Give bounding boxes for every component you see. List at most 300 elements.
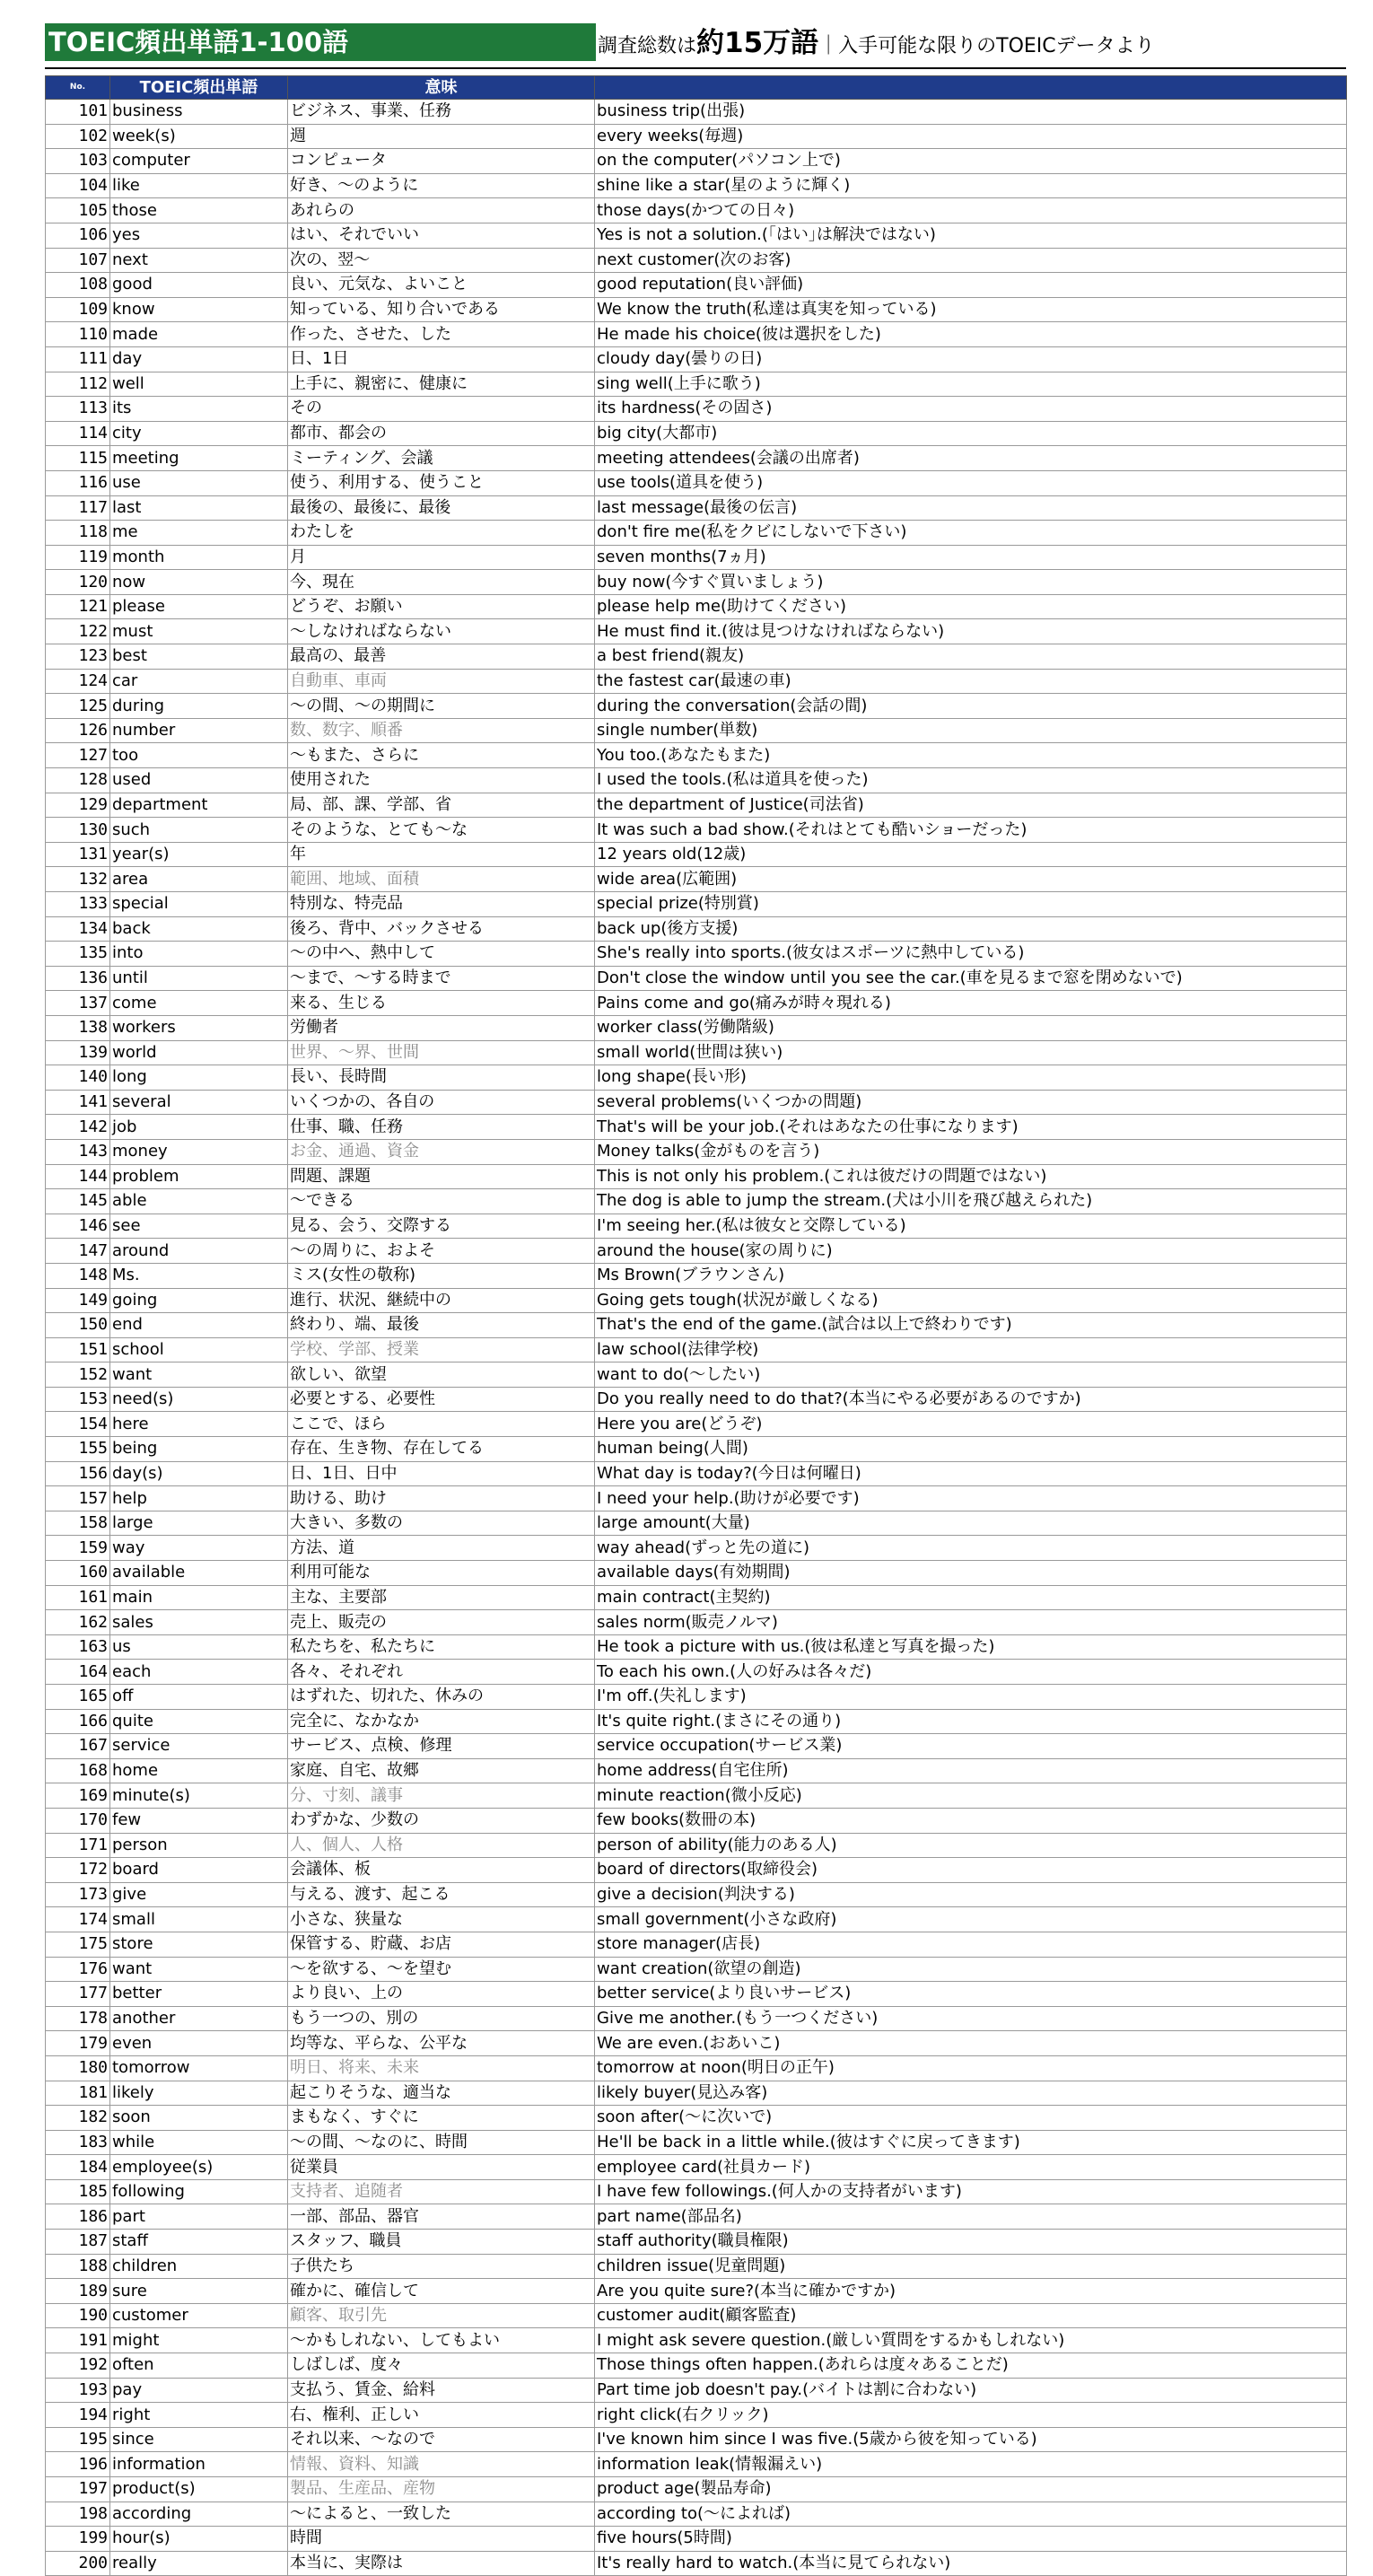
row-example: please help me(助けてください) (595, 594, 1347, 619)
row-meaning: 都市、都会の (288, 421, 595, 446)
row-example: Part time job doesn't pay.(バイトは割に合わない) (595, 2378, 1347, 2403)
row-meaning: 売上、販売の (288, 1610, 595, 1635)
row-word: being (110, 1437, 288, 1462)
row-word: large (110, 1511, 288, 1536)
row-word: few (110, 1808, 288, 1833)
row-word: well (110, 372, 288, 397)
row-example: on the computer(パソコン上で) (595, 149, 1347, 174)
row-example: We know the truth(私達は真実を知っている) (595, 297, 1347, 322)
table-row (46, 644, 1347, 670)
row-example: law school(法律学校) (595, 1337, 1347, 1362)
table-row (46, 421, 1347, 446)
row-example: Yes is not a solution.(｢はい｣は解決ではない) (595, 223, 1347, 248)
column-header-example (595, 76, 1347, 100)
row-number: 115 (46, 446, 110, 471)
row-number: 116 (46, 470, 110, 495)
row-word: area (110, 867, 288, 892)
row-number: 122 (46, 619, 110, 644)
table-row (46, 1090, 1347, 1115)
row-word: staff (110, 2230, 288, 2255)
row-example: its hardness(その固さ) (595, 397, 1347, 422)
row-example: He'll be back in a little while.(彼はすぐに戻ってきます) (595, 2130, 1347, 2155)
row-word: end (110, 1313, 288, 1338)
row-number: 143 (46, 1139, 110, 1164)
row-number: 136 (46, 966, 110, 991)
row-example: cloudy day(曇りの日) (595, 346, 1347, 372)
row-word: Ms. (110, 1263, 288, 1288)
row-meaning: 学校、学部、授業 (288, 1337, 595, 1362)
table-row (46, 1437, 1347, 1462)
row-example: during the conversation(会話の間) (595, 694, 1347, 719)
table-row (46, 1709, 1347, 1734)
row-number: 102 (46, 124, 110, 149)
table-row (46, 397, 1347, 422)
row-word: city (110, 421, 288, 446)
row-example: We are even.(おあいこ) (595, 2031, 1347, 2056)
row-number: 101 (46, 100, 110, 125)
row-example: several problems(いくつかの問題) (595, 1090, 1347, 1115)
row-word: its (110, 397, 288, 422)
header-divider (45, 67, 1346, 69)
row-number: 130 (46, 818, 110, 843)
row-meaning: 会議体、板 (288, 1858, 595, 1883)
row-word: hour(s) (110, 2527, 288, 2552)
row-meaning: 明日、将来、未来 (288, 2055, 595, 2081)
row-number: 170 (46, 1808, 110, 1833)
row-word: tomorrow (110, 2055, 288, 2081)
row-word: long (110, 1065, 288, 1091)
table-row (46, 2204, 1347, 2230)
row-word: made (110, 322, 288, 347)
row-word: off (110, 1685, 288, 1710)
row-example: special prize(特別賞) (595, 892, 1347, 917)
row-meaning: 主な、主要部 (288, 1585, 595, 1610)
table-row (46, 2378, 1347, 2403)
row-meaning: 完全に、なかなか (288, 1709, 595, 1734)
row-number: 177 (46, 1982, 110, 2007)
row-meaning: 人、個人、人格 (288, 1833, 595, 1858)
row-number: 119 (46, 545, 110, 570)
row-word: meeting (110, 446, 288, 471)
row-number: 180 (46, 2055, 110, 2081)
row-example: It's really hard to watch.(本当に見てられない) (595, 2551, 1347, 2576)
row-word: into (110, 942, 288, 967)
row-word: able (110, 1189, 288, 1214)
row-word: car (110, 669, 288, 694)
row-word: even (110, 2031, 288, 2056)
row-meaning: わたしを (288, 521, 595, 546)
row-number: 188 (46, 2254, 110, 2279)
row-example: want to do(～したい) (595, 1362, 1347, 1388)
row-word: day (110, 346, 288, 372)
row-example: right click(右クリック) (595, 2403, 1347, 2428)
row-word: best (110, 644, 288, 670)
row-word: quite (110, 1709, 288, 1734)
table-row (46, 1337, 1347, 1362)
subtitle-prefix: 調査総数は (598, 35, 697, 57)
table-row (46, 346, 1347, 372)
row-meaning: 見る、会う、交際する (288, 1214, 595, 1239)
table-row (46, 1486, 1347, 1511)
table-row (46, 1634, 1347, 1660)
row-number: 148 (46, 1263, 110, 1288)
row-meaning: 知っている、知り合いである (288, 297, 595, 322)
row-meaning: 日、1日 (288, 346, 595, 372)
table-row (46, 1982, 1347, 2007)
table-header-row (46, 76, 1347, 100)
row-number: 117 (46, 495, 110, 521)
row-example: product age(製品寿命) (595, 2477, 1347, 2502)
row-meaning: 子供たち (288, 2254, 595, 2279)
row-example: small world(世間は狭い) (595, 1040, 1347, 1065)
row-word: such (110, 818, 288, 843)
row-number: 184 (46, 2155, 110, 2180)
row-example: He took a picture with us.(彼は私達と写真を撮った) (595, 1634, 1347, 1660)
row-word: special (110, 892, 288, 917)
table-row (46, 2230, 1347, 2255)
row-word: next (110, 248, 288, 273)
page-title: TOEIC頻出単語1-100語 (45, 23, 596, 61)
row-number: 192 (46, 2353, 110, 2379)
table-row (46, 322, 1347, 347)
table-body (46, 100, 1347, 2576)
row-meaning: 確かに、確信して (288, 2279, 595, 2304)
row-example: I have few followings.(何人かの支持者がいます) (595, 2179, 1347, 2204)
row-meaning: 月 (288, 545, 595, 570)
row-meaning: ～の中へ、熱中して (288, 942, 595, 967)
row-example: single number(単数) (595, 718, 1347, 743)
row-number: 189 (46, 2279, 110, 2304)
row-meaning: 均等な、平らな、公平な (288, 2031, 595, 2056)
row-word: part (110, 2204, 288, 2230)
subtitle-suffix: ｜入手可能な限りのTOEICデータより (818, 35, 1155, 57)
row-number: 181 (46, 2081, 110, 2106)
table-row (46, 1660, 1347, 1685)
row-meaning: 好き、～のように (288, 173, 595, 198)
row-number: 154 (46, 1412, 110, 1437)
row-meaning: 大きい、多数の (288, 1511, 595, 1536)
row-meaning: 顧客、取引先 (288, 2303, 595, 2328)
row-example: The dog is able to jump the stream.(犬は小川を飛び越えられた) (595, 1189, 1347, 1214)
row-example: want creation(欲望の創造) (595, 1957, 1347, 1982)
row-number: 138 (46, 1015, 110, 1040)
row-number: 131 (46, 842, 110, 867)
row-example: use tools(道具を使う) (595, 470, 1347, 495)
row-number: 114 (46, 421, 110, 446)
table-row (46, 2303, 1347, 2328)
row-word: sales (110, 1610, 288, 1635)
page-subtitle (598, 25, 1155, 65)
row-example: board of directors(取締役会) (595, 1858, 1347, 1883)
table-row (46, 1288, 1347, 1313)
vocabulary-table (45, 75, 1347, 2576)
page-header (45, 20, 1346, 66)
row-example: store manager(店長) (595, 1932, 1347, 1957)
row-example: better service(より良いサービス) (595, 1982, 1347, 2007)
row-word: please (110, 594, 288, 619)
row-meaning: 日、1日、日中 (288, 1461, 595, 1486)
table-row (46, 1115, 1347, 1140)
row-number: 142 (46, 1115, 110, 1140)
row-example: person of ability(能力のある人) (595, 1833, 1347, 1858)
row-word: while (110, 2130, 288, 2155)
row-meaning: その (288, 397, 595, 422)
table-row (46, 100, 1347, 125)
row-meaning: それ以来、～なので (288, 2427, 595, 2452)
row-example: likely buyer(見込み客) (595, 2081, 1347, 2106)
row-example: I'm off.(失礼します) (595, 1685, 1347, 1710)
row-example: He made his choice(彼は選択をした) (595, 322, 1347, 347)
row-number: 198 (46, 2502, 110, 2527)
row-number: 169 (46, 1783, 110, 1809)
row-meaning: ～を欲する、～を望む (288, 1957, 595, 1982)
table-row (46, 1734, 1347, 1759)
table-row (46, 297, 1347, 322)
row-meaning: 時間 (288, 2527, 595, 2552)
row-word: world (110, 1040, 288, 1065)
row-word: employee(s) (110, 2155, 288, 2180)
row-example: around the house(家の周りに) (595, 1239, 1347, 1264)
row-example: the fastest car(最速の車) (595, 669, 1347, 694)
row-example: part name(部品名) (595, 2204, 1347, 2230)
table-row (46, 1561, 1347, 1586)
row-example: sing well(上手に歌う) (595, 372, 1347, 397)
row-example: 12 years old(12歳) (595, 842, 1347, 867)
table-row (46, 743, 1347, 768)
row-number: 156 (46, 1461, 110, 1486)
row-meaning: 起こりそうな、適当な (288, 2081, 595, 2106)
row-example: human being(人間) (595, 1437, 1347, 1462)
table-row (46, 1957, 1347, 1982)
row-number: 151 (46, 1337, 110, 1362)
row-word: month (110, 545, 288, 570)
row-number: 165 (46, 1685, 110, 1710)
row-number: 164 (46, 1660, 110, 1685)
table-row (46, 1536, 1347, 1561)
table-row (46, 842, 1347, 867)
table-row (46, 1040, 1347, 1065)
table-row (46, 1214, 1347, 1239)
table-row (46, 521, 1347, 546)
row-example: To each his own.(人の好みは各々だ) (595, 1660, 1347, 1685)
subtitle-count: 約15万語 (696, 27, 819, 59)
row-meaning: はずれた、切れた、休みの (288, 1685, 595, 1710)
row-number: 152 (46, 1362, 110, 1388)
row-example: Here you are(どうぞ) (595, 1412, 1347, 1437)
table-row (46, 223, 1347, 248)
row-meaning: 欲しい、欲望 (288, 1362, 595, 1388)
table-row (46, 991, 1347, 1016)
row-word: back (110, 916, 288, 942)
row-meaning: 最高の、最善 (288, 644, 595, 670)
table-row (46, 818, 1347, 843)
table-row (46, 1685, 1347, 1710)
row-word: really (110, 2551, 288, 2576)
row-word: often (110, 2353, 288, 2379)
table-row (46, 1263, 1347, 1288)
row-number: 176 (46, 1957, 110, 1982)
row-example: I've known him since I was five.(5歳から彼を知っている) (595, 2427, 1347, 2452)
row-word: here (110, 1412, 288, 1437)
table-row (46, 942, 1347, 967)
table-row (46, 2081, 1347, 2106)
row-meaning: 範囲、地域、面積 (288, 867, 595, 892)
table-row (46, 694, 1347, 719)
row-number: 195 (46, 2427, 110, 2452)
row-number: 160 (46, 1561, 110, 1586)
row-number: 155 (46, 1437, 110, 1462)
table-row (46, 1808, 1347, 1833)
row-example: I might ask severe question.(厳しい質問をするかもしれない) (595, 2328, 1347, 2353)
row-number: 120 (46, 570, 110, 595)
row-number: 110 (46, 322, 110, 347)
row-example: way ahead(ずっと先の道に) (595, 1536, 1347, 1561)
row-word: around (110, 1239, 288, 1264)
row-example: She's really into sports.(彼女はスポーツに熱中している) (595, 942, 1347, 967)
row-example: five hours(5時間) (595, 2527, 1347, 2552)
row-example: buy now(今すぐ買いましょう) (595, 570, 1347, 595)
row-meaning: 作った、させた、した (288, 322, 595, 347)
row-number: 133 (46, 892, 110, 917)
table-row (46, 1461, 1347, 1486)
row-word: those (110, 198, 288, 223)
row-word: must (110, 619, 288, 644)
row-meaning: ～もまた、さらに (288, 743, 595, 768)
row-word: since (110, 2427, 288, 2452)
row-meaning: いくつかの、各自の (288, 1090, 595, 1115)
row-meaning: 問題、課題 (288, 1164, 595, 1189)
row-word: right (110, 2403, 288, 2428)
row-number: 157 (46, 1486, 110, 1511)
row-example: according to(～によれば) (595, 2502, 1347, 2527)
row-word: give (110, 1882, 288, 1907)
row-word: computer (110, 149, 288, 174)
row-example: customer audit(顧客監査) (595, 2303, 1347, 2328)
row-example: Are you quite sure?(本当に確かですか) (595, 2279, 1347, 2304)
table-row (46, 2055, 1347, 2081)
row-meaning: 右、権利、正しい (288, 2403, 595, 2428)
row-word: minute(s) (110, 1783, 288, 1809)
row-meaning: しばしば、度々 (288, 2353, 595, 2379)
table-row (46, 545, 1347, 570)
row-word: home (110, 1758, 288, 1783)
row-word: likely (110, 2081, 288, 2106)
table-row (46, 867, 1347, 892)
column-header-meaning: 意味 (288, 76, 595, 100)
row-meaning: 家庭、自宅、故郷 (288, 1758, 595, 1783)
row-word: like (110, 173, 288, 198)
row-meaning: ミス(女性の敬称) (288, 1263, 595, 1288)
table-row (46, 594, 1347, 619)
row-word: person (110, 1833, 288, 1858)
table-row (46, 1610, 1347, 1635)
row-example: large amount(大量) (595, 1511, 1347, 1536)
table-row (46, 1511, 1347, 1536)
row-meaning: 助ける、助け (288, 1486, 595, 1511)
row-word: product(s) (110, 2477, 288, 2502)
row-word: money (110, 1139, 288, 1164)
row-meaning: 来る、生じる (288, 991, 595, 1016)
row-number: 121 (46, 594, 110, 619)
row-example: He must find it.(彼は見つけなければならない) (595, 619, 1347, 644)
row-meaning: 数、数字、順番 (288, 718, 595, 743)
row-number: 147 (46, 1239, 110, 1264)
table-row (46, 768, 1347, 793)
row-word: better (110, 1982, 288, 2007)
row-number: 175 (46, 1932, 110, 1957)
table-row (46, 1164, 1347, 1189)
row-meaning: 利用可能な (288, 1561, 595, 1586)
row-meaning: 従業員 (288, 2155, 595, 2180)
row-word: children (110, 2254, 288, 2279)
row-example: employee card(社員カード) (595, 2155, 1347, 2180)
row-meaning: 存在、生き物、存在してる (288, 1437, 595, 1462)
table-row (46, 1858, 1347, 1883)
row-meaning: ここで、ほら (288, 1412, 595, 1437)
table-row (46, 916, 1347, 942)
row-word: according (110, 2502, 288, 2527)
row-number: 103 (46, 149, 110, 174)
row-meaning: 長い、長時間 (288, 1065, 595, 1091)
row-meaning: あれらの (288, 198, 595, 223)
row-example: business trip(出張) (595, 100, 1347, 125)
row-word: main (110, 1585, 288, 1610)
row-number: 166 (46, 1709, 110, 1734)
row-number: 191 (46, 2328, 110, 2353)
row-meaning: 特別な、特売品 (288, 892, 595, 917)
row-meaning: 局、部、課、学部、省 (288, 793, 595, 818)
row-meaning: もう一つの、別の (288, 2006, 595, 2031)
row-example: I'm seeing her.(私は彼女と交際している) (595, 1214, 1347, 1239)
row-word: sure (110, 2279, 288, 2304)
row-meaning: 本当に、実際は (288, 2551, 595, 2576)
row-word: need(s) (110, 1387, 288, 1412)
row-example: back up(後方支援) (595, 916, 1347, 942)
table-row (46, 173, 1347, 198)
row-word: know (110, 297, 288, 322)
table-row (46, 1412, 1347, 1437)
row-word: store (110, 1932, 288, 1957)
row-example: good reputation(良い評価) (595, 273, 1347, 298)
row-number: 190 (46, 2303, 110, 2328)
row-example: long shape(長い形) (595, 1065, 1347, 1091)
row-word: going (110, 1288, 288, 1313)
row-meaning: 私たちを、私たちに (288, 1634, 595, 1660)
row-word: day(s) (110, 1461, 288, 1486)
row-meaning: 労働者 (288, 1015, 595, 1040)
row-number: 199 (46, 2527, 110, 2552)
row-word: department (110, 793, 288, 818)
row-example: Those things often happen.(あれらは度々あることだ) (595, 2353, 1347, 2379)
table-row (46, 1882, 1347, 1907)
table-row (46, 1833, 1347, 1858)
row-example: a best friend(親友) (595, 644, 1347, 670)
table-row (46, 1758, 1347, 1783)
row-number: 194 (46, 2403, 110, 2428)
row-number: 126 (46, 718, 110, 743)
row-number: 106 (46, 223, 110, 248)
table-row (46, 1313, 1347, 1338)
row-word: customer (110, 2303, 288, 2328)
row-meaning: ミーティング、会議 (288, 446, 595, 471)
table-row (46, 372, 1347, 397)
row-number: 171 (46, 1833, 110, 1858)
row-example: give a decision(判決する) (595, 1882, 1347, 1907)
row-number: 186 (46, 2204, 110, 2230)
row-meaning: はい、それでいい (288, 223, 595, 248)
row-meaning: 次の、翌～ (288, 248, 595, 273)
row-word: pay (110, 2378, 288, 2403)
